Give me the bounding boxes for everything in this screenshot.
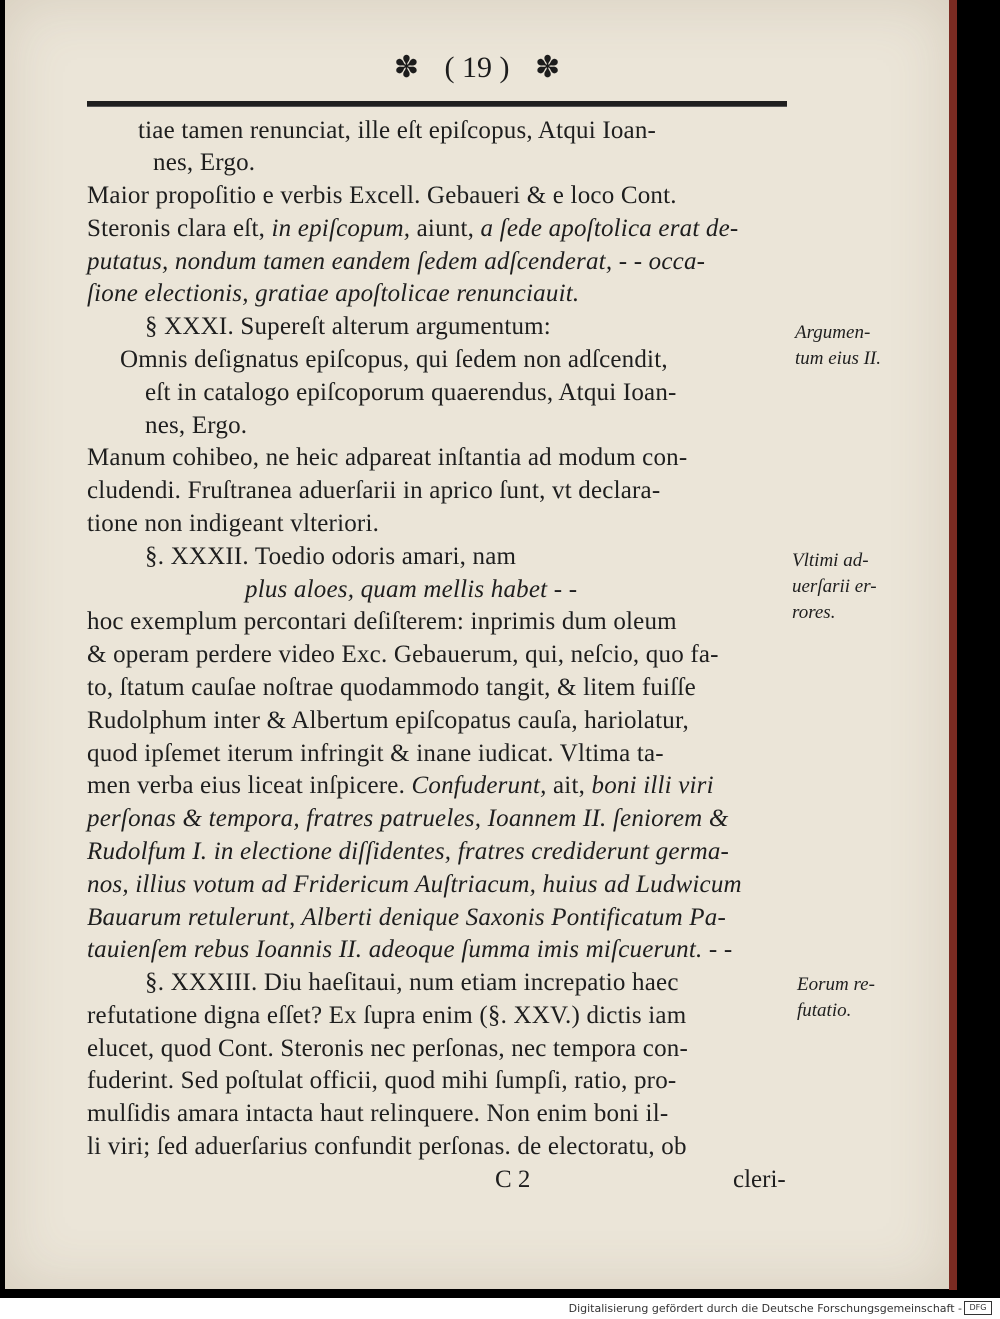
text-line: & operam perdere video Exc. Gebauerum, qui, neſcio, quo fa- — [87, 641, 719, 668]
digitization-credit: Digitalisierung gefördert durch die Deutsche Forschungsgemeinschaft - — [568, 1302, 962, 1315]
text-line: tauienſem rebus Ioannis II. adeoque ſumma imis miſcuerunt. - - — [87, 936, 733, 963]
text-line: fuderint. Sed poſtulat officii, quod mihi ſumpſi, ratio, pro- — [87, 1067, 677, 1094]
text-line: Maior propoſitio e verbis Excell. Gebaueri & e loco Cont. — [87, 182, 677, 209]
text-line: eſt in catalogo epiſcoporum quaerendus, Atqui Ioan- — [145, 379, 677, 406]
text-line: li viri; ſed aduerſarius confundit perſonas. de electoratu, ob — [87, 1133, 687, 1160]
text-line: cludendi. Fruſtranea aduerſarii in aprico ſunt, vt declara- — [87, 477, 661, 504]
margin-note: Eorum re- futatio. — [797, 974, 875, 1021]
text-line: nos, illius votum ad Fridericum Auſtriacum, huius ad Ludwicum — [87, 871, 742, 898]
text-line: putatus, nondum tamen eandem ſedem adſcenderat, - - occa- — [87, 248, 706, 275]
text-line: elucet, quod Cont. Steronis nec perſonas, nec tempora con- — [87, 1035, 689, 1062]
text-line: mulſidis amara intacta haut relinquere. Non enim boni il- — [87, 1100, 669, 1127]
text-line: Omnis deſignatus epiſcopus, qui ſedem non adſcendit, — [120, 346, 668, 373]
text-line: nes, Ergo. — [145, 412, 248, 439]
catchword: cleri- — [733, 1166, 786, 1193]
text-line: quod ipſemet iterum infringit & inane iudicat. Vltima ta- — [87, 740, 664, 767]
section-heading: §. XXXIII. Diu haeſitaui, num etiam increpatio haec — [145, 969, 679, 996]
text-line: Manum cohibeo, ne heic adpareat inſtantia ad modum con- — [87, 444, 688, 471]
text-line: nes, Ergo. — [153, 149, 256, 176]
text-line: Rudolfum I. in electione diſſidentes, fratres crediderunt germa- — [87, 838, 730, 865]
book-page — [5, 0, 949, 1289]
text-line: tiae tamen renunciat, ille eſt epiſcopus, Atqui Ioan- — [138, 117, 657, 144]
book-edge — [949, 0, 957, 1290]
page-header — [5, 50, 949, 100]
section-heading: § XXXI. Supereſt alterum argumentum: — [145, 313, 551, 340]
section-heading: §. XXXII. Toedio odoris amari, nam — [145, 543, 517, 570]
ornament-right-icon: ✽ — [534, 51, 561, 84]
text-line: ſione electionis, gratiae apoſtolicae renunciauit. — [87, 280, 580, 307]
text-line: Steronis clara eſt, in epiſcopum, aiunt, a ſede apoſtolica erat de- — [87, 215, 739, 242]
page-number: ( 19 ) — [444, 51, 510, 84]
text-line: tione non indigeant vlteriori. — [87, 510, 380, 537]
ornament-left-icon: ✽ — [393, 51, 419, 84]
quotation-line: plus aloes, quam mellis habet - - — [245, 576, 578, 603]
text-line: refutatione digna eſſet? Ex ſupra enim (§. XXV.) dictis iam — [87, 1002, 687, 1029]
text-line: men verba eius liceat inſpicere. Confuderunt, ait, boni illi viri — [87, 772, 714, 799]
margin-note: Vltimi ad- uerſarii er- rores. — [792, 550, 877, 623]
text-line: hoc exemplum percontari deſiſterem: inprimis dum oleum — [87, 608, 677, 635]
dfg-logo-icon: DFG — [964, 1301, 992, 1315]
signature-mark: C 2 — [495, 1166, 531, 1193]
margin-note: Argumen- tum eius II. — [795, 322, 882, 369]
text-line: to, ſtatum cauſae noſtrae quodammodo tangit, & litem fuiſſe — [87, 674, 696, 701]
header-rule — [87, 101, 787, 107]
text-line: Bauarum retulerunt, Alberti denique Saxonis Pontificatum Pa- — [87, 904, 727, 931]
text-line: Rudolphum inter & Albertum epiſcopatus cauſa, hariolatur, — [87, 707, 689, 734]
text-line: perſonas & tempora, fratres patrueles, Ioannem II. ſeniorem & — [87, 805, 729, 832]
